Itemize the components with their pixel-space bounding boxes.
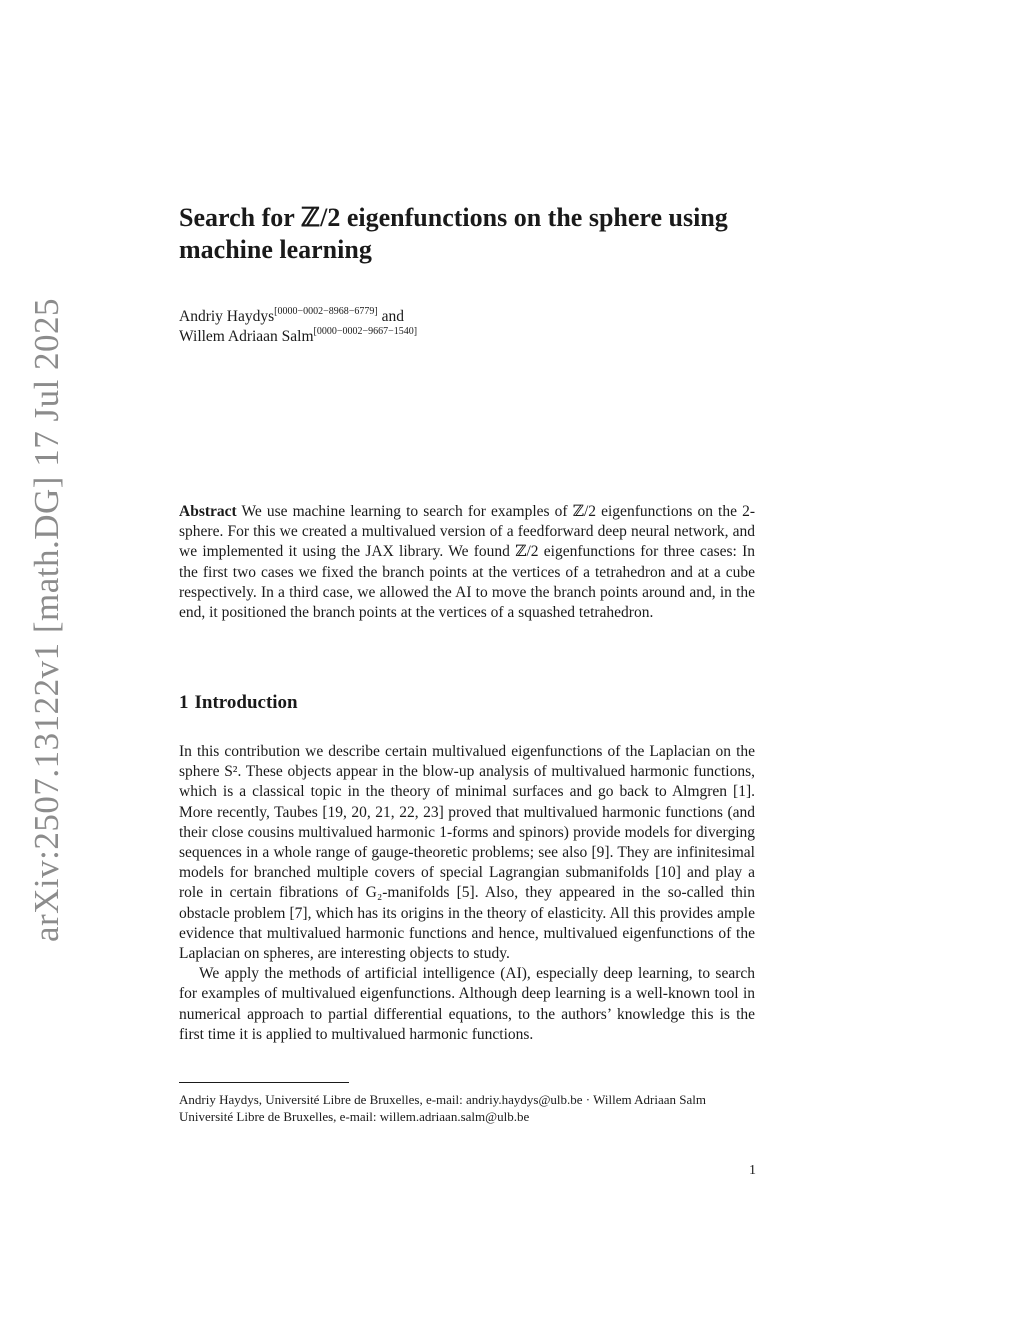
arxiv-identifier: arXiv:2507.13122v1 [math.DG] 17 Jul 2025 bbox=[27, 297, 66, 943]
author-separator: and bbox=[377, 308, 405, 325]
abstract-label: Abstract bbox=[179, 503, 237, 520]
title-line-1: Search for ℤ/2 eigenfunctions on the sphere using bbox=[179, 203, 728, 232]
author-orcid: [0000−0002−8968−6779] bbox=[274, 306, 378, 317]
author-name: Andriy Haydys bbox=[179, 308, 275, 325]
footnote-line: Andriy Haydys, Université Libre de Bruxelles, e-mail: andriy.haydys@ulb.be · Willem Adriaan Salm bbox=[179, 1092, 706, 1107]
author-entry bbox=[179, 307, 755, 327]
paragraph: In this contribution we describe certain multivalued eigenfunctions of the Laplacian on the sphere S². These objects appear in the blow-up analysis of multivalued harmonic functions, which is a classical topic in the theory of minimal surfaces and go back to Almgren [1]. More recently, Taubes [19, 20, 21, 22, 23] proved that multivalued harmonic functions (and their close cousins multivalued harmonic 1-forms and spinors) provide models for diverging sequences in a whole range of gauge-theoretic problems; see also [9]. They are infinitesimal models for branched multiple covers of special Lagrangian submanifolds [10] and play a role in certain fibrations of G₂-manifolds [5]. Also, they appeared in the so-called thin obstacle problem [7], which has its origins in the theory of elasticity. All this provides ample evidence that multivalued harmonic functions and hence, multivalued eigenfunctions of the Laplacian on spheres, are interesting objects to study. bbox=[179, 743, 755, 963]
author-list bbox=[179, 307, 755, 347]
abstract-text: We use machine learning to search for examples of ℤ/2 eigenfunctions on the 2-sphere. For this we created a multivalued version of a feedforward deep neural network, and we implemented it using the JAX library. We found ℤ/2 eigenfunctions for three cases: In the first two cases we fixed the branch points at the vertices of a tetrahedron and at a cube respectively. In a third case, we allowed the AI to move the branch points around and, in the end, it positioned the branch points at the vertices of a squashed tetrahedron. bbox=[179, 503, 755, 622]
paper-title bbox=[179, 202, 755, 266]
section-number: 1 bbox=[179, 692, 189, 713]
footnote bbox=[179, 1091, 755, 1125]
title-line-2: machine learning bbox=[179, 235, 372, 264]
author-entry bbox=[179, 327, 755, 347]
page-number: 1 bbox=[749, 1163, 756, 1178]
section-body bbox=[179, 742, 755, 1045]
author-name: Willem Adriaan Salm bbox=[179, 328, 314, 345]
footnote-line: Université Libre de Bruxelles, e-mail: willem.adriaan.salm@ulb.be bbox=[179, 1109, 530, 1124]
abstract bbox=[179, 502, 755, 623]
section-heading bbox=[179, 692, 755, 714]
section-title: Introduction bbox=[194, 692, 298, 713]
paragraph: We apply the methods of artificial intelligence (AI), especially deep learning, to search for examples of multivalued eigenfunctions. Although deep learning is a well-known tool in numerical approach to partial differential equations, to the authors’ knowledge this is the first time it is applied to multivalued harmonic functions. bbox=[179, 965, 755, 1043]
footnote-rule bbox=[179, 1082, 349, 1083]
author-orcid: [0000−0002−9667−1540] bbox=[313, 326, 418, 337]
